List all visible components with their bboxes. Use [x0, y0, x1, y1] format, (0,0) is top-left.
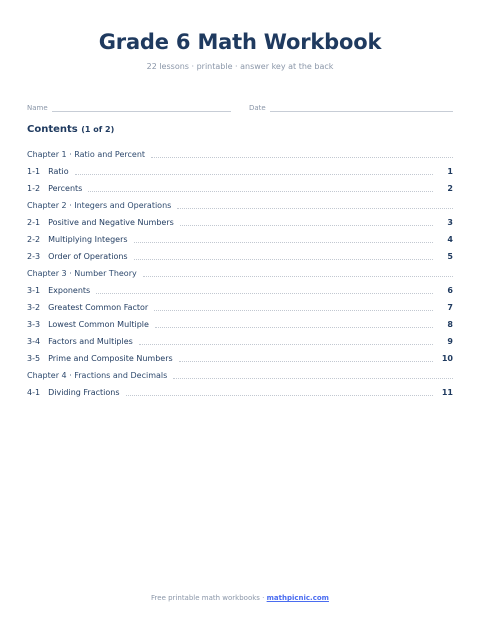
contents-subtitle: (1 of 2) [81, 125, 115, 134]
leader-dots [75, 174, 433, 175]
chapter-title: Chapter 2 · Integers and Operations [27, 201, 172, 210]
footer-text: Free printable math workbooks · [151, 594, 267, 602]
toc-lesson[interactable] [27, 213, 453, 230]
toc-lesson[interactable] [27, 230, 453, 247]
page-number: 6 [447, 286, 453, 295]
toc-lesson[interactable] [27, 349, 453, 366]
lesson-label [27, 235, 128, 247]
lesson-number: 1-2 [27, 184, 41, 193]
page-number: 8 [447, 320, 453, 329]
lesson-number: 3-5 [27, 354, 41, 363]
lesson-label [27, 320, 149, 332]
lesson-label [27, 167, 69, 179]
lesson-label [27, 286, 90, 298]
toc-lesson[interactable] [27, 247, 453, 264]
toc-chapter[interactable] [27, 366, 453, 383]
leader-dots [96, 293, 433, 294]
table-of-contents [27, 145, 453, 400]
toc-chapter[interactable] [27, 145, 453, 162]
name-label: Name [27, 104, 48, 112]
leader-dots [139, 344, 433, 345]
toc-lesson[interactable] [27, 281, 453, 298]
lesson-label [27, 303, 148, 315]
lesson-number: 2-2 [27, 235, 41, 244]
page-subtitle: 22 lessons · printable · answer key at the back [146, 62, 334, 71]
page-number: 9 [447, 337, 453, 346]
leader-dots [154, 310, 433, 311]
lesson-title: Positive and Negative Numbers [48, 218, 174, 227]
lesson-label [27, 184, 82, 196]
date-label: Date [249, 104, 266, 112]
lesson-number: 2-1 [27, 218, 41, 227]
lesson-title: Ratio [48, 167, 69, 176]
leader-dots [155, 327, 433, 328]
toc-lesson[interactable] [27, 383, 453, 400]
contents-heading [27, 124, 114, 135]
lesson-number: 3-3 [27, 320, 41, 329]
toc-lesson[interactable] [27, 179, 453, 196]
name-date-fields [27, 104, 453, 116]
leader-dots [151, 157, 453, 158]
toc-chapter[interactable] [27, 264, 453, 281]
leader-dots [88, 191, 433, 192]
lesson-title: Lowest Common Multiple [48, 320, 149, 329]
name-field[interactable] [27, 104, 231, 112]
chapter-title: Chapter 4 · Fractions and Decimals [27, 371, 168, 380]
lesson-title: Percents [48, 184, 83, 193]
toc-lesson[interactable] [27, 315, 453, 332]
chapter-title: Chapter 3 · Number Theory [27, 269, 137, 278]
contents-title: Contents [27, 124, 78, 135]
page-number: 10 [441, 354, 453, 363]
name-line [52, 104, 231, 112]
lesson-number: 3-2 [27, 303, 41, 312]
toc-lesson[interactable] [27, 298, 453, 315]
page-number: 3 [447, 218, 453, 227]
page-number: 2 [447, 184, 453, 193]
lesson-title: Exponents [48, 286, 91, 295]
page-number: 7 [447, 303, 453, 312]
lesson-title: Order of Operations [48, 252, 128, 261]
page-number: 11 [441, 388, 453, 397]
leader-dots [180, 225, 433, 226]
lesson-label [27, 337, 133, 349]
lesson-number: 3-1 [27, 286, 41, 295]
lesson-number: 3-4 [27, 337, 41, 346]
lesson-title: Factors and Multiples [48, 337, 133, 346]
leader-dots [126, 395, 433, 396]
footer [0, 594, 480, 602]
lesson-number: 4-1 [27, 388, 41, 397]
footer-link[interactable]: mathpicnic.com [266, 594, 329, 602]
leader-dots [143, 276, 453, 277]
lesson-label [27, 218, 174, 230]
leader-dots [134, 259, 433, 260]
leader-dots [177, 208, 453, 209]
chapter-title: Chapter 1 · Ratio and Percent [27, 150, 146, 159]
page-title: Grade 6 Math Workbook [98, 30, 382, 54]
lesson-number: 1-1 [27, 167, 41, 176]
page-number: 5 [447, 252, 453, 261]
leader-dots [179, 361, 433, 362]
date-line [270, 104, 453, 112]
leader-dots [134, 242, 433, 243]
lesson-number: 2-3 [27, 252, 41, 261]
lesson-label [27, 388, 120, 400]
lesson-label [27, 354, 173, 366]
toc-chapter[interactable] [27, 196, 453, 213]
lesson-title: Prime and Composite Numbers [48, 354, 173, 363]
date-field[interactable] [249, 104, 453, 112]
lesson-title: Greatest Common Factor [48, 303, 149, 312]
lesson-title: Multiplying Integers [48, 235, 128, 244]
toc-lesson[interactable] [27, 332, 453, 349]
page-number: 4 [447, 235, 453, 244]
page-number: 1 [447, 167, 453, 176]
toc-lesson[interactable] [27, 162, 453, 179]
leader-dots [173, 378, 453, 379]
lesson-title: Dividing Fractions [48, 388, 120, 397]
lesson-label [27, 252, 128, 264]
